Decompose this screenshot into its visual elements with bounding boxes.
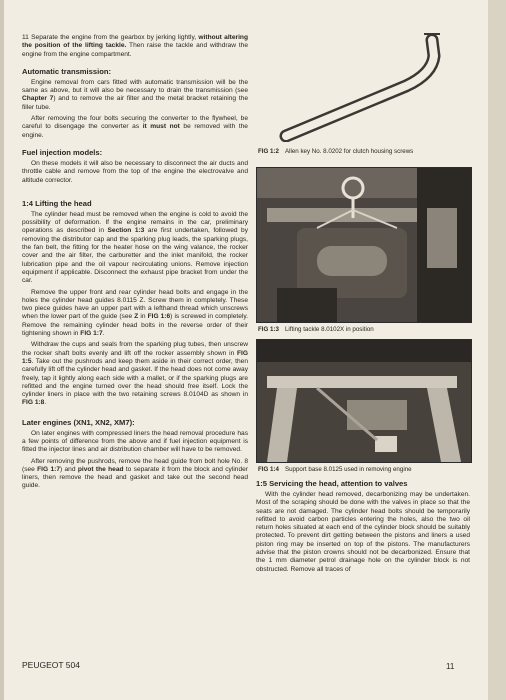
text-run-bold: FIG 1:6 <box>147 313 171 321</box>
later-paragraph-2 <box>22 458 248 491</box>
text-run-bold: FIG 1:7 <box>80 330 103 338</box>
text-run: Engine removal from cars fitted with automatic transmission will be the same as above, but it will also be necessary to drain the transmission (see <box>22 78 248 95</box>
figure-caption-text: Lifting tackle 8.0102X in position <box>284 326 374 333</box>
text-run: After removing the pushrods, remove the head guide from bolt hole No. 8 (see <box>22 457 248 473</box>
support-base-photo <box>257 340 471 462</box>
text-run: The cylinder head must be removed when the engine is cold to avoid the possibility of deformation. If the engine remains in the car, preliminary operations as described in <box>22 210 248 235</box>
figure-number: FIG 1:2 <box>258 148 279 155</box>
left-column <box>22 34 248 494</box>
fuel-paragraph: On these models it will also be necessary to disconnect the air ducts and throttle cable and remove from the top of the engine the electrovalve and altitude corrector. <box>22 159 248 184</box>
text-run: ) and to remove the air filter and the metal bracket retaining the filler tube. <box>22 95 248 111</box>
text-run-bold: without altering the position of the lifting tackle. <box>22 34 248 50</box>
head-paragraph-1 <box>22 211 248 286</box>
section-heading-lifting-head: 1:4 Lifting the head <box>22 198 92 208</box>
text-run: be removed with the engine. <box>22 123 248 139</box>
figure-number: FIG 1:4 <box>258 466 279 473</box>
page-edge <box>488 0 506 700</box>
text-run: . <box>102 330 105 338</box>
text-run-bold: Section 1:3 <box>107 227 145 235</box>
caption-fig-1-2 <box>258 148 470 155</box>
allen-key-illustration <box>256 26 470 142</box>
head-paragraph-3 <box>22 341 248 407</box>
text-run: ) and <box>60 465 78 473</box>
text-run-bold: Chapter 7 <box>22 95 54 103</box>
text-run-bold: FIG 1:8 <box>22 399 45 407</box>
text-run: are first undertaken, followed by removing the distributor cap and the sparking plug leads, the sparking plugs, the fan belt, the fitting for the heater hose on the wing valance, the rocker cover and the air filter, the carburetter and the inlet manifold, the rocker lubrication pipe and the oil vapour recirculating unions. Remove injection equipment if applicable. Disconnect the exhaust pipe bracket from under the car. <box>22 227 249 285</box>
heading-later-engines: Later engines (XN1, XN2, XM7): <box>22 417 135 427</box>
footer-brand: PEUGEOT 504 <box>22 660 80 670</box>
text-run: . Take out the pushrods and keep them aside in their correct order, then carefully lift off the cylinder head and gasket. If the head does not come away freely, tap it lightly along each side with a mallet, or if the sparking plugs are refitted and the engine turned over the head should free itself. Lock the cylinder liners in place with the two retaining screws 8.0104D as shown in <box>22 357 248 399</box>
text-run-bold: FIG 1:7 <box>37 465 60 473</box>
text-run-bold: FIG 1:5 <box>22 349 248 365</box>
text-run: After removing the four bolts securing the converter to the flywheel, be careful to disengage the converter as <box>22 115 248 131</box>
section-heading-servicing-head: 1:5 Servicing the head, attention to valves <box>256 479 408 488</box>
text-run: to separate it from the block and cylinder liners, then remove the head and gasket and take out the second head guide. <box>22 465 248 490</box>
figure-caption-text: Allen key No. 8.0202 for clutch housing screws <box>284 148 414 155</box>
text-run-bold: it must not <box>142 123 180 131</box>
photo-lifting-tackle <box>256 167 472 323</box>
text-run: Remove the upper front and rear cylinder head bolts and engage in the holes the cylinder head guides 8.0115 Z. Screw them in completely. These two piece guides have an upper part with a lefthand thread which unscrews when the lower part of the guide (see <box>22 288 248 321</box>
text-run: Then raise the tackle and withdraw the engine from the engine compartment. <box>22 42 248 58</box>
text-run: ) is screwed in completely. Remove the remaining cylinder head bolts in the reverse order of their tightening shown in <box>22 313 248 338</box>
page-number: 11 <box>446 662 455 671</box>
head-paragraph-2 <box>22 289 248 339</box>
text-run-bold: Z <box>134 313 139 321</box>
text-run-bold: pivot the head <box>77 465 124 473</box>
engine-bay-photo <box>257 168 471 322</box>
right-column <box>256 26 470 577</box>
heading-automatic-transmission: Automatic transmission: <box>22 66 112 76</box>
caption-fig-1-3 <box>258 326 470 333</box>
text-run: Withdraw the cups and seals from the sparking plug tubes, then unscrew the rocker shaft bolts evenly and lift off the rocker assembly shown in <box>22 341 248 357</box>
auto-paragraph-2 <box>22 115 248 140</box>
auto-paragraph-1 <box>22 79 248 112</box>
photo-support-base <box>256 339 472 463</box>
text-run: 11 Separate the engine from the gearbox by jerking lightly, <box>22 34 199 41</box>
heading-fuel-injection: Fuel injection models: <box>22 147 103 157</box>
text-run: . <box>44 399 47 407</box>
figure-number: FIG 1:3 <box>258 326 279 333</box>
step-11-paragraph <box>22 34 248 59</box>
figure-allen-key <box>256 26 470 142</box>
later-paragraph-1: On later engines with compressed liners the head removal procedure has a few points of difference from the above and if fuel injection equipment is fitted the injector lines and air distribution chamber will have to be removed. <box>22 429 248 454</box>
text-run: in <box>138 313 148 321</box>
figure-caption-text: Support base 8.0125 used in removing engine <box>284 466 412 473</box>
servicing-paragraph: With the cylinder head removed, decarbonizing may be undertaken. Most of the scraping should be done with the valves in place so that the seats are not damaged. The cylinder head bolts should be temporarily refitted to avoid carbon particles entering the holes, also the two oil return holes situated at each end of the cylinder block should be suitably protected. To prevent dirt getting between the pistons and liners a used piston ring may be inserted on top of the pistons. The manufacturers advise that the piston crowns should not be decarbonized. Ensure that the 1 mm diameter petrol drainage hole on the cylinder block is not obstructed. Remove all traces of <box>256 491 470 573</box>
page-binding-shadow <box>0 0 4 700</box>
caption-fig-1-4 <box>258 466 470 473</box>
